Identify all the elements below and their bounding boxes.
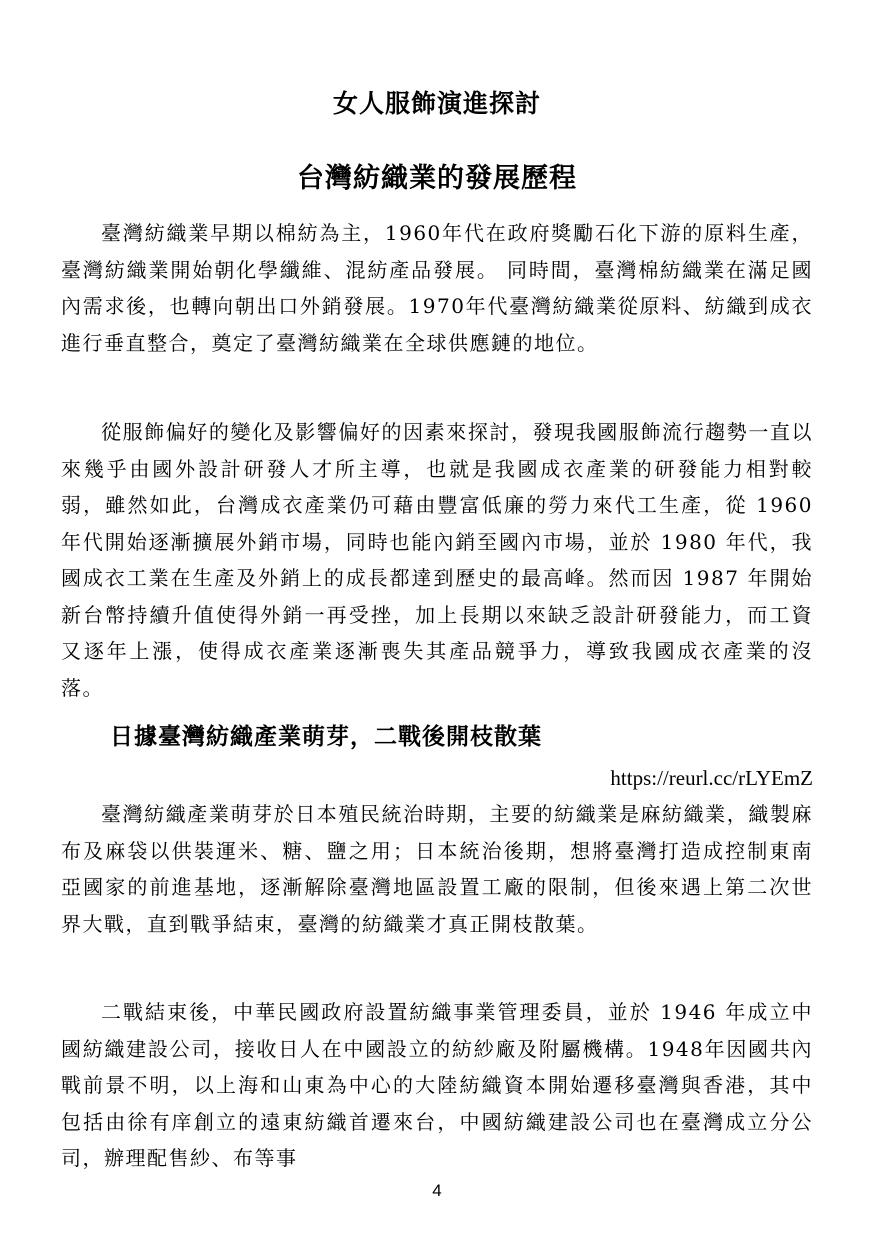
- paragraph-3: 臺灣紡織產業萌芽於日本殖民統治時期，主要的紡織業是麻紡織業，織製麻布及麻袋以供裝運米、糖、鹽之用；日本統治後期，想將臺灣打造成控制東南亞國家的前進基地，逐漸解除臺灣地區設置工廠的限制，但後來遇上第二次世界大戰，直到戰爭結束，臺灣的紡織業才真正開枝散葉。: [61, 802, 813, 936]
- section-title: 台灣紡織業的發展歷程: [297, 163, 577, 194]
- page-number: 4: [432, 1181, 442, 1200]
- paragraph-4: 二戰結束後，中華民國政府設置紡織事業管理委員，並於 1946 年成立中國紡織建設公司，接收日人在中國設立的紡紗廠及附屬機構。1948年因國共內戰前景不明，以上海和山東為中心的大陸紡織資本開始遷移臺灣與香港，其中包括由徐有庠創立的遠東紡織首遷來台，中國紡織建設公司也在臺灣成立分公司，辦理配售紗、布等事: [61, 1000, 813, 1170]
- paragraph-2: 從服飾偏好的變化及影響偏好的因素來探討，發現我國服飾流行趨勢一直以來幾乎由國外設計研發人才所主導，也就是我國成衣產業的研發能力相對較弱，雖然如此，台灣成衣產業仍可藉由豐富低廉的勞力來代工生產，從 1960 年代開始逐漸擴展外銷市場，同時也能內銷至國內市場，並於 1980 年代，我國成衣工業在生產及外銷上的成長都達到歷史的最高峰。然而因 1987 年開始新台幣持續升值使得外銷一再受挫，加上長期以來缺乏設計研發能力，而工資又逐年上漲，使得成衣產業逐漸喪失其產品競爭力，導致我國成衣產業的沒落。: [61, 420, 813, 700]
- source-url[interactable]: https://reurl.cc/rLYEmZ: [610, 766, 813, 790]
- document-title: 女人服飾演進探討: [332, 89, 541, 118]
- paragraph-1: 臺灣紡織業早期以棉紡為主，1960年代在政府獎勵石化下游的原料生產，臺灣紡織業開始朝化學纖維、混紡產品發展。 同時間，臺灣棉紡織業在滿足國內需求後，也轉向朝出口外銷發展。1970年代臺灣紡織業從原料、紡織到成衣進行垂直整合，奠定了臺灣紡織業在全球供應鏈的地位。: [61, 221, 813, 355]
- subsection-title: 日據臺灣紡織產業萌芽，二戰後開枝散葉: [110, 724, 542, 750]
